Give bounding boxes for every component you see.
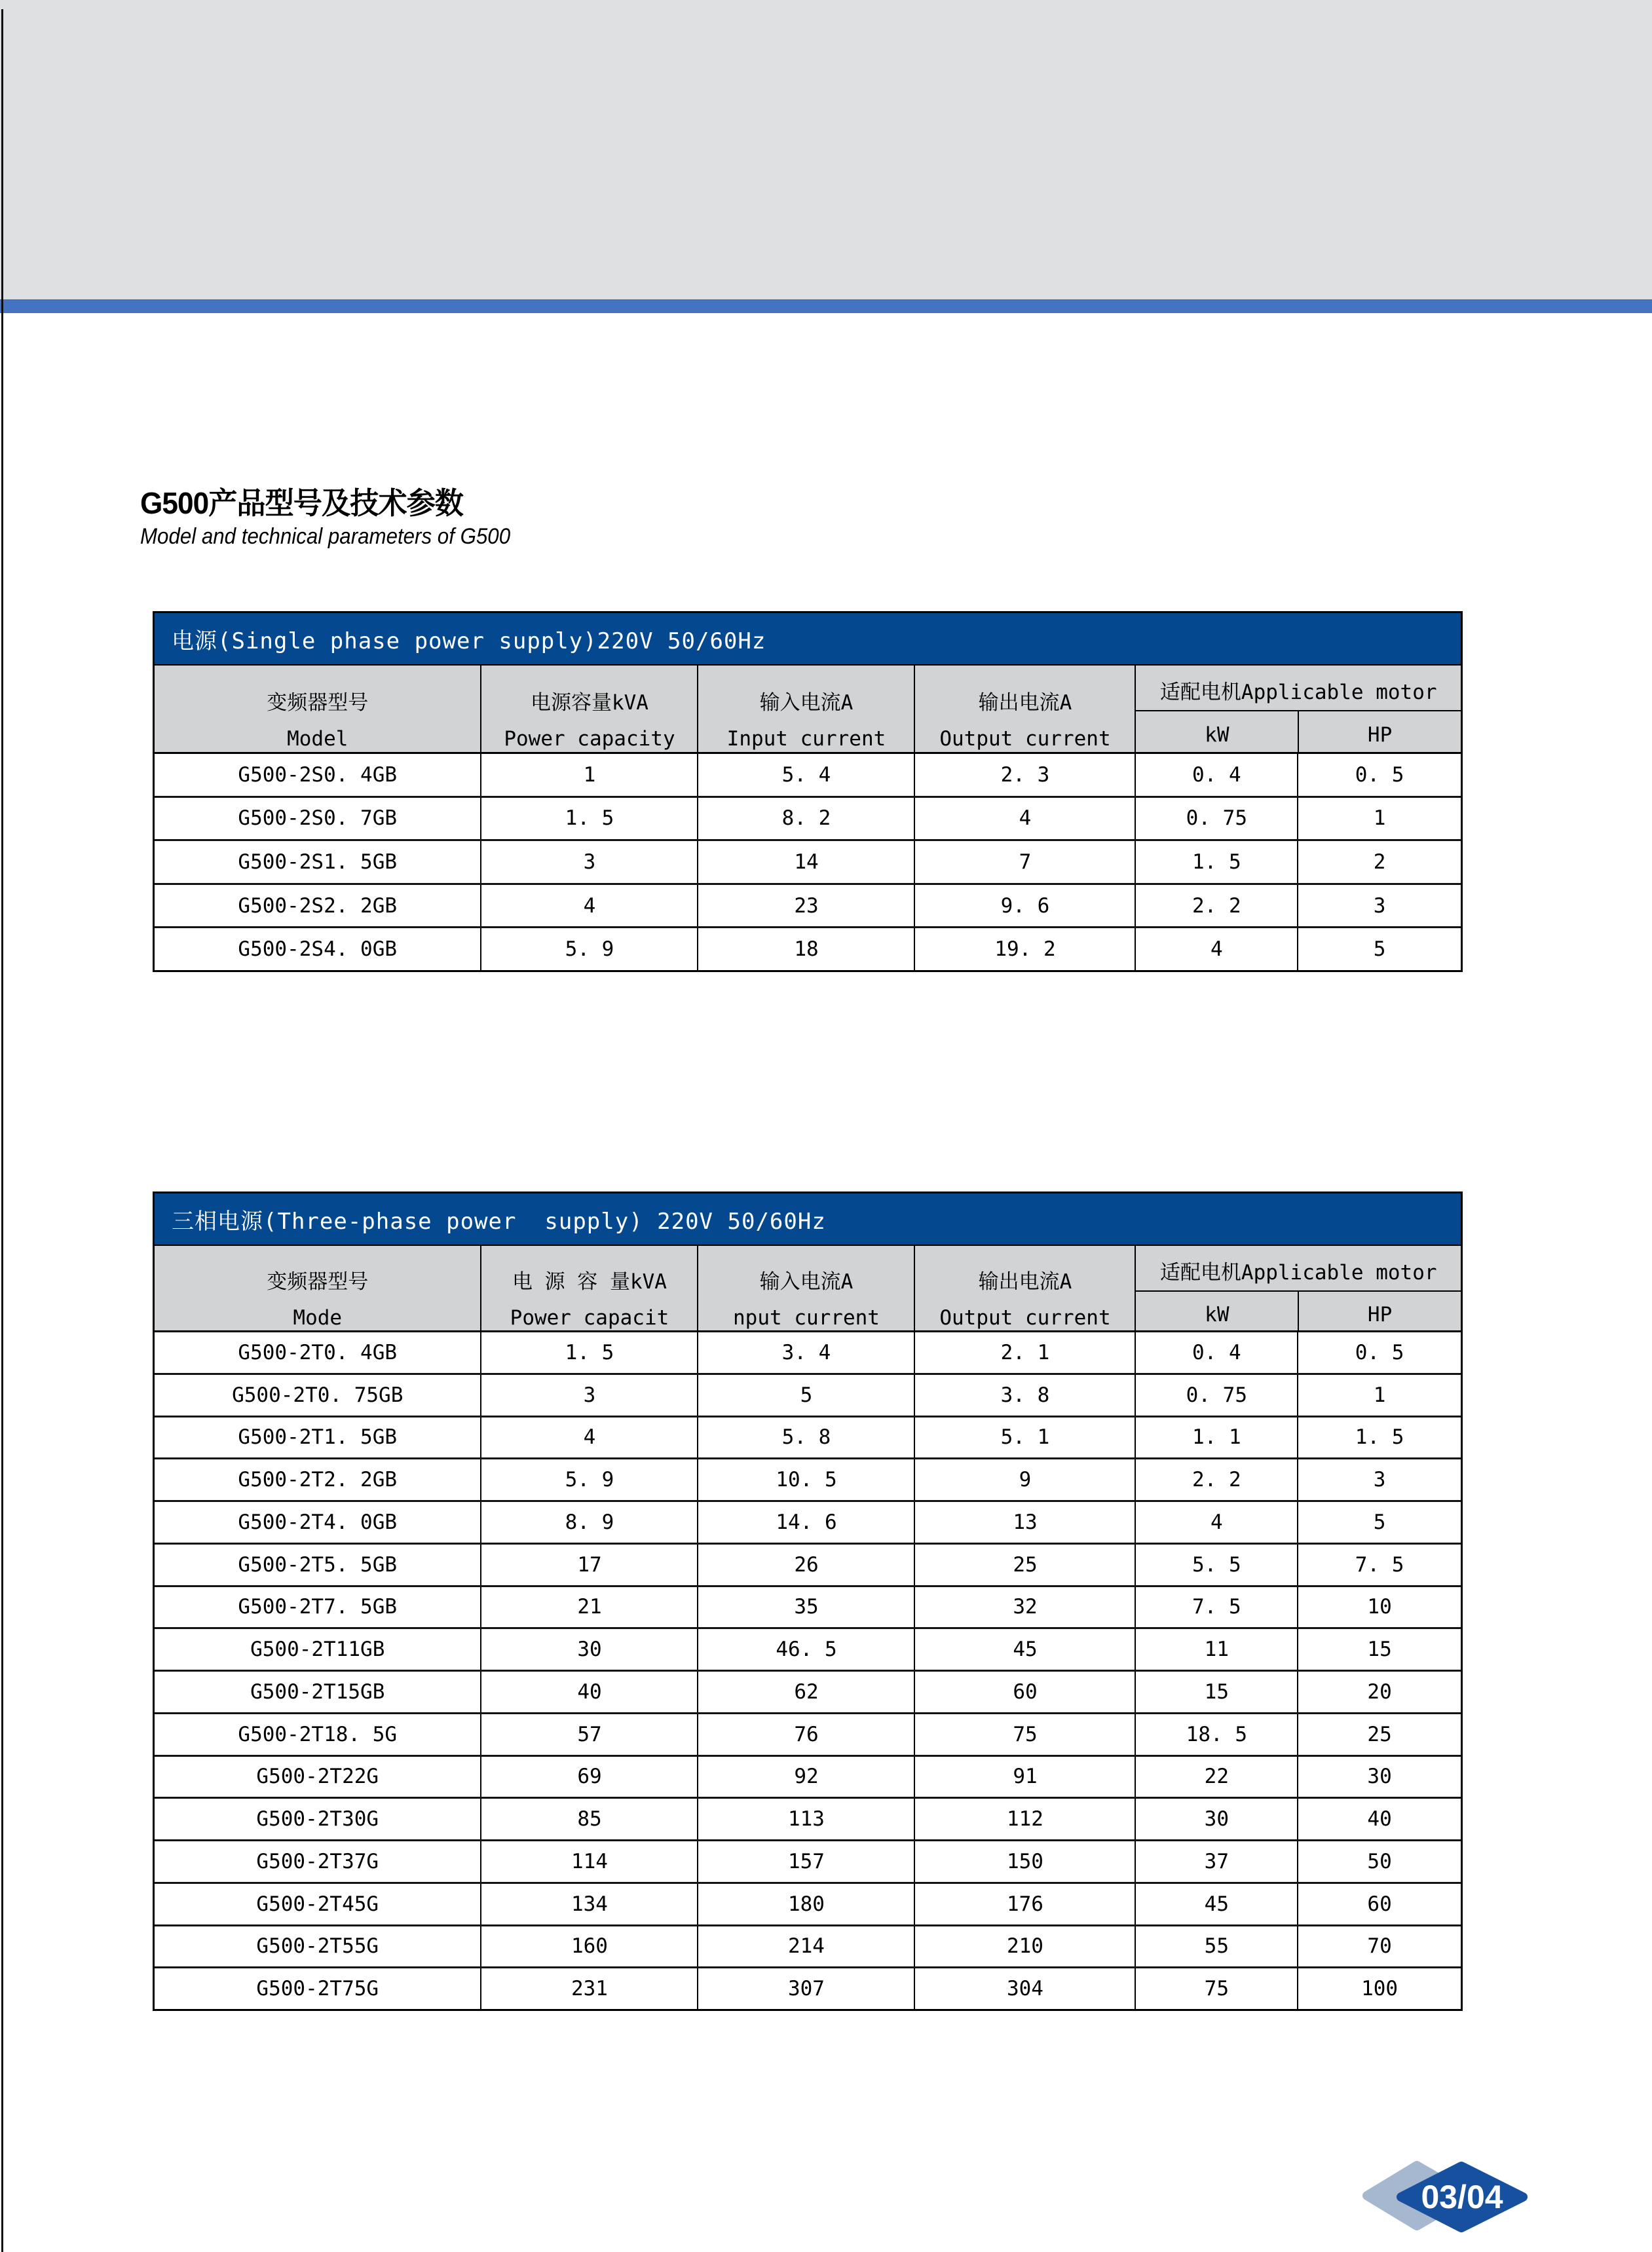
value-cell: 18. 5 [1136,1714,1298,1755]
value-cell: 7. 5 [1136,1587,1298,1628]
table-row [155,1670,1461,1712]
value-cell: 0. 4 [1136,1332,1298,1373]
header-capacity [481,666,698,752]
value-cell: 50 [1367,1849,1392,1873]
page-number-label: 03/04 [1421,2179,1503,2215]
value-cell: 0. 5 [1355,762,1404,787]
header-output [915,1246,1136,1330]
model-cell: G500-2T15GB [155,1672,481,1712]
header-input-en: Input current [726,726,886,751]
value-cell: 3 [1373,1468,1386,1492]
value-cell: 1. 5 [481,798,698,840]
value-cell: 231 [481,1968,698,2009]
three-phase-header [155,1246,1461,1332]
model-cell: G500-2S0. 4GB [155,754,481,796]
model-cell: G500-2S0. 7GB [155,798,481,840]
header-kw: kW [1136,1292,1299,1330]
value-cell: 45 [1136,1884,1298,1924]
value-cell: 20 [1367,1680,1392,1704]
value-cell: 304 [915,1968,1136,2009]
three-phase-table [153,1192,1463,2011]
value-cell: 5. 9 [481,928,698,970]
value-cell: 9. 6 [915,885,1136,927]
value-cell: 14. 6 [698,1502,915,1543]
value-cell: 0. 75 [1136,1375,1298,1416]
value-cell: 75 [915,1714,1136,1755]
model-cell: G500-2T5. 5GB [155,1545,481,1585]
value-cell: 25 [915,1545,1136,1585]
header-motor-label: 适配电机Applicable motor [1136,666,1461,711]
model-cell: G500-2T45G [155,1884,481,1924]
header-output [915,666,1136,752]
value-cell: 4 [481,1417,698,1458]
page-title: G500产品型号及技术参数 [140,486,463,520]
value-cell: 180 [698,1884,915,1924]
table-row [155,1457,1461,1500]
single-phase-banner: 电源(Single phase power supply)220V 50/60Hz [155,613,1461,666]
value-cell: 2 [1373,850,1386,874]
table-row [155,1500,1461,1543]
table-row [155,1797,1461,1839]
header-capacity-cn: 电 源 容 量kVA [512,1270,667,1294]
value-cell: 0. 75 [1136,798,1298,840]
header-hp: HP [1367,723,1393,747]
value-cell: 214 [698,1926,915,1967]
value-cell: 9 [915,1459,1136,1500]
table-row [155,1966,1461,2009]
value-cell: 69 [481,1757,698,1797]
model-cell: G500-2T30G [155,1799,481,1839]
three-phase-body [155,1332,1461,2009]
value-cell: 1 [1373,806,1386,831]
value-cell: 4 [1136,1502,1298,1543]
header-motor-units [1136,1292,1461,1330]
header-input-en: nput current [733,1306,880,1330]
model-cell: G500-2T55G [155,1926,481,1967]
value-cell: 30 [1367,1765,1392,1789]
table-row [155,1627,1461,1670]
value-cell: 2. 2 [1136,885,1298,927]
value-cell: 2. 1 [915,1332,1136,1373]
value-cell: 4 [1136,928,1298,970]
value-cell: 13 [915,1502,1136,1543]
header-output-en: Output current [939,1306,1111,1330]
three-phase-banner: 三相电源(Three-phase power supply) 220V 50/60Hz [155,1193,1461,1246]
value-cell: 21 [481,1587,698,1628]
table-row [155,1755,1461,1797]
model-cell: G500-2T11GB [155,1629,481,1670]
table-row [155,1839,1461,1882]
header-motor-group [1136,666,1461,752]
value-cell: 5 [1373,1510,1386,1534]
value-cell: 92 [698,1757,915,1797]
header-output-cn: 输出电流A [978,690,1072,715]
value-cell: 15 [1136,1672,1298,1712]
value-cell: 112 [915,1799,1136,1839]
single-phase-table [153,611,1463,972]
table-row [155,1882,1461,1924]
value-cell: 62 [698,1672,915,1712]
header-capacity-en: Power capacit [510,1306,669,1330]
value-cell: 70 [1367,1934,1392,1959]
header-model-en: Mode [293,1306,343,1330]
value-cell: 1 [1373,1383,1386,1407]
value-cell: 100 [1361,1977,1399,2001]
value-cell: 3. 8 [915,1375,1136,1416]
value-cell: 23 [698,885,915,927]
model-cell: G500-2T2. 2GB [155,1459,481,1500]
value-cell: 8. 2 [698,798,915,840]
table-row [155,754,1461,796]
value-cell: 60 [915,1672,1136,1712]
value-cell: 57 [481,1714,698,1755]
value-cell: 10. 5 [698,1459,915,1500]
value-cell: 55 [1136,1926,1298,1967]
table-row [155,926,1461,970]
header-model [155,1246,481,1330]
value-cell: 7 [915,841,1136,883]
value-cell: 15 [1367,1638,1392,1662]
model-cell: G500-2T0. 4GB [155,1332,481,1373]
value-cell: 30 [481,1629,698,1670]
value-cell: 10 [1367,1595,1392,1619]
value-cell: 75 [1136,1968,1298,2009]
header-input [698,666,915,752]
header-capacity-cn: 电源容量kVA [530,690,648,715]
header-model-cn: 变频器型号 [267,690,369,715]
value-cell: 3 [481,841,698,883]
single-phase-body [155,754,1461,970]
single-phase-header [155,666,1461,754]
value-cell: 134 [481,1884,698,1924]
header-output-cn: 输出电流A [978,1270,1072,1294]
value-cell: 17 [481,1545,698,1585]
page-subtitle: Model and technical parameters of G500 [140,523,511,549]
value-cell: 5. 8 [698,1417,915,1458]
value-cell: 1. 5 [1136,841,1298,883]
model-cell: G500-2S4. 0GB [155,928,481,970]
value-cell: 4 [915,798,1136,840]
value-cell: 2. 3 [915,754,1136,796]
value-cell: 11 [1136,1629,1298,1670]
table-row [155,839,1461,883]
header-kw: kW [1136,711,1299,752]
value-cell: 5. 9 [481,1459,698,1500]
value-cell: 1. 1 [1136,1417,1298,1458]
table-row [155,1924,1461,1967]
value-cell: 14 [698,841,915,883]
model-cell: G500-2T7. 5GB [155,1587,481,1628]
header-capacity [481,1246,698,1330]
model-cell: G500-2T18. 5G [155,1714,481,1755]
value-cell: 0. 5 [1355,1340,1404,1364]
value-cell: 3. 4 [698,1332,915,1373]
value-cell: 37 [1136,1841,1298,1882]
header-input [698,1246,915,1330]
value-cell: 91 [915,1757,1136,1797]
table-row [155,1585,1461,1628]
value-cell: 32 [915,1587,1136,1628]
value-cell: 76 [698,1714,915,1755]
value-cell: 1. 5 [481,1332,698,1373]
value-cell: 30 [1136,1799,1298,1839]
value-cell: 40 [1367,1807,1392,1831]
title-block [140,486,542,549]
model-cell: G500-2T1. 5GB [155,1417,481,1458]
value-cell: 5. 4 [698,754,915,796]
table-row [155,1332,1461,1373]
header-output-en: Output current [939,726,1111,751]
value-cell: 3 [481,1375,698,1416]
left-edge-rule [1,9,3,2252]
header-model [155,666,481,752]
value-cell: 46. 5 [698,1629,915,1670]
header-model-cn: 变频器型号 [267,1270,369,1294]
value-cell: 45 [915,1629,1136,1670]
value-cell: 22 [1136,1757,1298,1797]
model-cell: G500-2S1. 5GB [155,841,481,883]
header-input-cn: 输入电流A [759,1270,854,1294]
value-cell: 26 [698,1545,915,1585]
value-cell: 5 [698,1375,915,1416]
value-cell: 85 [481,1799,698,1839]
value-cell: 19. 2 [915,928,1136,970]
header-capacity-en: Power capacity [504,726,675,751]
value-cell: 60 [1367,1892,1392,1916]
table-row [155,796,1461,840]
value-cell: 1. 5 [1355,1425,1404,1450]
value-cell: 157 [698,1841,915,1882]
model-cell: G500-2T37G [155,1841,481,1882]
value-cell: 160 [481,1926,698,1967]
value-cell: 3 [1373,893,1386,918]
table-row [155,883,1461,927]
accent-divider-bar [0,299,1652,313]
model-cell: G500-2T75G [155,1968,481,2009]
value-cell: 5. 1 [915,1417,1136,1458]
value-cell: 7. 5 [1355,1552,1404,1577]
model-cell: G500-2S2. 2GB [155,885,481,927]
top-gray-band [0,0,1652,299]
table-row [155,1712,1461,1755]
value-cell: 1 [481,754,698,796]
header-input-cn: 输入电流A [759,690,854,715]
value-cell: 307 [698,1968,915,2009]
model-cell: G500-2T0. 75GB [155,1375,481,1416]
model-cell: G500-2T4. 0GB [155,1502,481,1543]
header-motor-group [1136,1246,1461,1330]
value-cell: 2. 2 [1136,1459,1298,1500]
table-row [155,1373,1461,1416]
value-cell: 5 [1373,937,1386,962]
value-cell: 4 [481,885,698,927]
model-cell: G500-2T22G [155,1757,481,1797]
value-cell: 35 [698,1587,915,1628]
value-cell: 150 [915,1841,1136,1882]
header-motor-units [1136,711,1461,752]
table-row [155,1416,1461,1458]
header-motor-label: 适配电机Applicable motor [1136,1246,1461,1292]
value-cell: 18 [698,928,915,970]
page-number-badge [1359,2160,1530,2232]
value-cell: 25 [1367,1722,1392,1746]
value-cell: 176 [915,1884,1136,1924]
value-cell: 210 [915,1926,1136,1967]
header-model-en: Model [287,726,348,751]
value-cell: 113 [698,1799,915,1839]
value-cell: 40 [481,1672,698,1712]
table-row [155,1543,1461,1585]
value-cell: 5. 5 [1136,1545,1298,1585]
value-cell: 114 [481,1841,698,1882]
value-cell: 8. 9 [481,1502,698,1543]
header-hp: HP [1367,1302,1393,1326]
value-cell: 0. 4 [1136,754,1298,796]
